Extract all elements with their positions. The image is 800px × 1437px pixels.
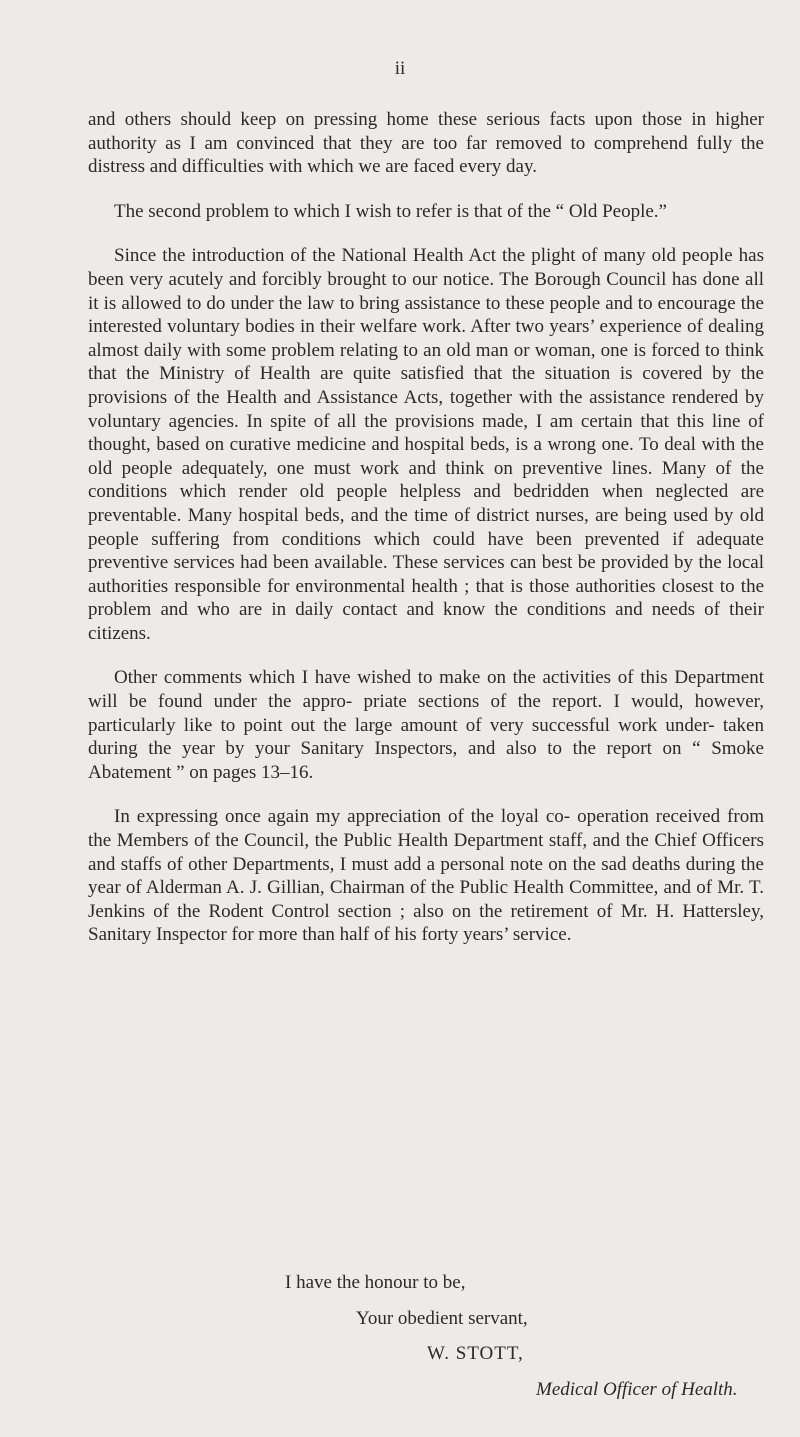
paragraph-continuation: and others should keep on pressing home these serious facts upon those in higher authority as I am convinced that they are too far removed to comprehend fully the distress and difficulties with which we are faced every day. <box>88 109 764 178</box>
paragraph-national-health-act: Since the introduction of the National Health Act the plight of many old people has been very acutely and forcibly brought to our notice. The Borough Council has done all it is allowed to do under the law to bring assistance to these people and to encourage the interested voluntary bodies in their welfare work. After two years’ experience of dealing almost daily with some problem relating to an old man or woman, one is forced to think that the Ministry of Health are quite satisfied that the situation is covered by the provisions of the Health and Assistance Acts, together with the assistance rendered by voluntary agencies. In spite of all the provisions made, I am certain that this line of thought, based on curative medicine and hospital beds, is a wrong one. To deal with the old people adequately, one must work and think on preventive lines. Many of the conditions which render old people helpless and bedridden when neglected are preventable. Many hospital beds, and the time of district nurses, are being used by old people suffering from conditions which could have been prevented if adequate preventive services had been available. These services can best be provided by the local authorities responsible for environmental health ; that is those authorities closest to the problem and who are in daily contact and know the conditions and needs of their citizens. <box>88 245 764 644</box>
closing-honour-line: I have the honour to be, <box>285 1272 466 1293</box>
letter-body <box>88 108 764 968</box>
signature-title: Medical Officer of Health. <box>536 1379 738 1400</box>
signature-name: W. STOTT, <box>427 1343 524 1364</box>
closing-servant-line: Your obedient servant, <box>356 1308 528 1329</box>
paragraph-old-people-intro: The second problem to which I wish to refer is that of the “ Old People.” <box>114 200 667 222</box>
paragraph-other-comments: Other comments which I have wished to make on the activities of this Department will be found under the appro- priate sections of the report. I would, however, particularly like to point out the large amount of very successful work under- taken during the year by your Sanitary Inspectors, and also to the report on “ Smoke Abatement ” on pages 13–16. <box>88 667 764 783</box>
page-number: ii <box>394 58 406 79</box>
paragraph-appreciation: In expressing once again my appreciation of the loyal co- operation received from the Members of the Council, the Public Health Department staff, and the Chief Officers and staffs of other Departments, I must add a personal note on the sad deaths during the year of Alderman A. J. Gillian, Chairman of the Public Health Committee, and of Mr. T. Jenkins of the Rodent Control section ; also on the retirement of Mr. H. Hattersley, Sanitary Inspector for more than half of his forty years’ service. <box>88 806 764 946</box>
